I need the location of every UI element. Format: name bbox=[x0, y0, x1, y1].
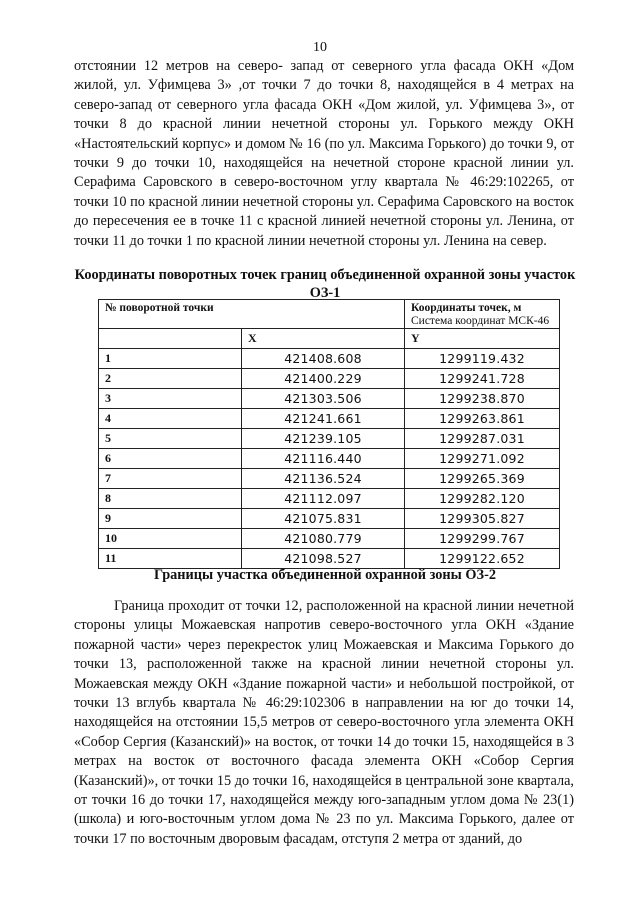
y-coordinate-cell: 1299241.728 bbox=[405, 369, 560, 389]
table-row bbox=[99, 349, 560, 369]
coordinates-header-title: Координаты точек, м bbox=[411, 302, 522, 314]
col-coordinates-header bbox=[405, 300, 560, 329]
table-body bbox=[99, 349, 560, 569]
table-row bbox=[99, 509, 560, 529]
y-coordinate-cell: 1299238.870 bbox=[405, 389, 560, 409]
x-coordinate-cell: 421400.229 bbox=[242, 369, 405, 389]
x-axis-label: X bbox=[242, 329, 405, 349]
y-coordinate-cell: 1299119.432 bbox=[405, 349, 560, 369]
x-coordinate-cell: 421080.779 bbox=[242, 529, 405, 549]
point-number-cell: 2 bbox=[99, 369, 242, 389]
paragraph-boundary-description: отстоянии 12 метров на северо- запад от северного угла фасада ОКН «Дом жилой, ул. Уфимцева 3» ,от точки 7 до точки 8, находящейся в 4 метрах на северо-запад от северного угла фасада ОКН «Дом жилой, ул. Уфимцева 3», от точки 8 до красной линии нечетной стороны ул. Горького между ОКН «Настоятельский корпус» и домом № 16 (по ул. Максима Горького) до точки 9, от точки 9 до точки 10, находящейся на нечетной стороне красной линии ул. Серафима Саровского в северо-восточном углу квартала № 46:29:102265, от точки 10 по красной линии нечетной стороны ул. Серафима Саровского на восток до пересечения ее в точке 11 с красной линией нечетной стороны ул. Ленина, от точки 11 до точки 1 по красной линии нечетной стороны ул. Ленина на север. bbox=[74, 58, 574, 249]
point-number-cell: 4 bbox=[99, 409, 242, 429]
y-coordinate-cell: 1299299.767 bbox=[405, 529, 560, 549]
y-coordinate-cell: 1299271.092 bbox=[405, 449, 560, 469]
x-coordinate-cell: 421112.097 bbox=[242, 489, 405, 509]
coordinate-system-label: Система координат МСК-46 bbox=[411, 315, 550, 327]
table-row bbox=[99, 529, 560, 549]
table-row bbox=[99, 489, 560, 509]
point-number-cell: 8 bbox=[99, 489, 242, 509]
x-coordinate-cell: 421408.608 bbox=[242, 349, 405, 369]
x-coordinate-cell: 421239.105 bbox=[242, 429, 405, 449]
table-axis-row bbox=[99, 329, 560, 349]
y-coordinate-cell: 1299122.652 bbox=[405, 549, 560, 569]
x-coordinate-cell: 421303.506 bbox=[242, 389, 405, 409]
table-heading: Координаты поворотных точек границ объединенной охранной зоны участок ОЗ-1 bbox=[74, 267, 576, 301]
x-coordinate-cell: 421241.661 bbox=[242, 409, 405, 429]
point-number-cell: 10 bbox=[99, 529, 242, 549]
point-number-cell: 3 bbox=[99, 389, 242, 409]
x-coordinate-cell: 421098.527 bbox=[242, 549, 405, 569]
table-row bbox=[99, 469, 560, 489]
point-number-cell: 1 bbox=[99, 349, 242, 369]
y-axis-label: Y bbox=[405, 329, 560, 349]
x-coordinate-cell: 421075.831 bbox=[242, 509, 405, 529]
y-coordinate-cell: 1299287.031 bbox=[405, 429, 560, 449]
point-number-cell: 11 bbox=[99, 549, 242, 569]
y-coordinate-cell: 1299265.369 bbox=[405, 469, 560, 489]
coordinates-table bbox=[98, 299, 560, 569]
point-number-cell: 5 bbox=[99, 429, 242, 449]
table-row bbox=[99, 409, 560, 429]
page-number: 10 bbox=[313, 40, 327, 55]
point-number-cell: 7 bbox=[99, 469, 242, 489]
table-row bbox=[99, 369, 560, 389]
y-coordinate-cell: 1299305.827 bbox=[405, 509, 560, 529]
x-coordinate-cell: 421116.440 bbox=[242, 449, 405, 469]
table-row bbox=[99, 449, 560, 469]
paragraph-oz2-description: Граница проходит от точки 12, расположенной на красной линии нечетной стороны улицы Можаевская напротив северо-восточного угла ОКН «Здание пожарной части» через перекресток улиц Можаевская и Максима Горького до точки 13, расположенной также на красной линии нечетной стороны ул. Можаевская между ОКН «Здание пожарной части» и небольшой постройкой, от точки 13 вглубь квартала № 46:29:102306 в направлении на юг до точки 14, находящейся на отстоянии 15,5 метров от северо-восточного угла элемента ОКН «Собор Сергия (Казанский)» на восток, от точки 14 до точки 15, находящейся в 3 метрах на восток от восточного фасада элемента ОКН «Собор Сергия (Казанский)», от точки 15 до точки 16, находящейся в центральной зоне квартала, от точки 16 до точки 17, находящейся между юго-западным углом дома № 23(1) (школа) и юго-восточным углом дома № 23 по ул. Максима Горького, далее от точки 17 по восточным дворовым фасадам, отступя 2 метра от зданий, до bbox=[74, 598, 574, 847]
section-heading: Границы участка объединенной охранной зоны ОЗ-2 bbox=[154, 567, 496, 583]
table-row bbox=[99, 389, 560, 409]
table-row bbox=[99, 429, 560, 449]
y-coordinate-cell: 1299282.120 bbox=[405, 489, 560, 509]
table-header-row bbox=[99, 300, 560, 329]
point-number-cell: 6 bbox=[99, 449, 242, 469]
y-coordinate-cell: 1299263.861 bbox=[405, 409, 560, 429]
point-number-cell: 9 bbox=[99, 509, 242, 529]
col-point-number-header: № поворотной точки bbox=[99, 300, 405, 329]
x-coordinate-cell: 421136.524 bbox=[242, 469, 405, 489]
empty-header-cell bbox=[99, 329, 242, 349]
